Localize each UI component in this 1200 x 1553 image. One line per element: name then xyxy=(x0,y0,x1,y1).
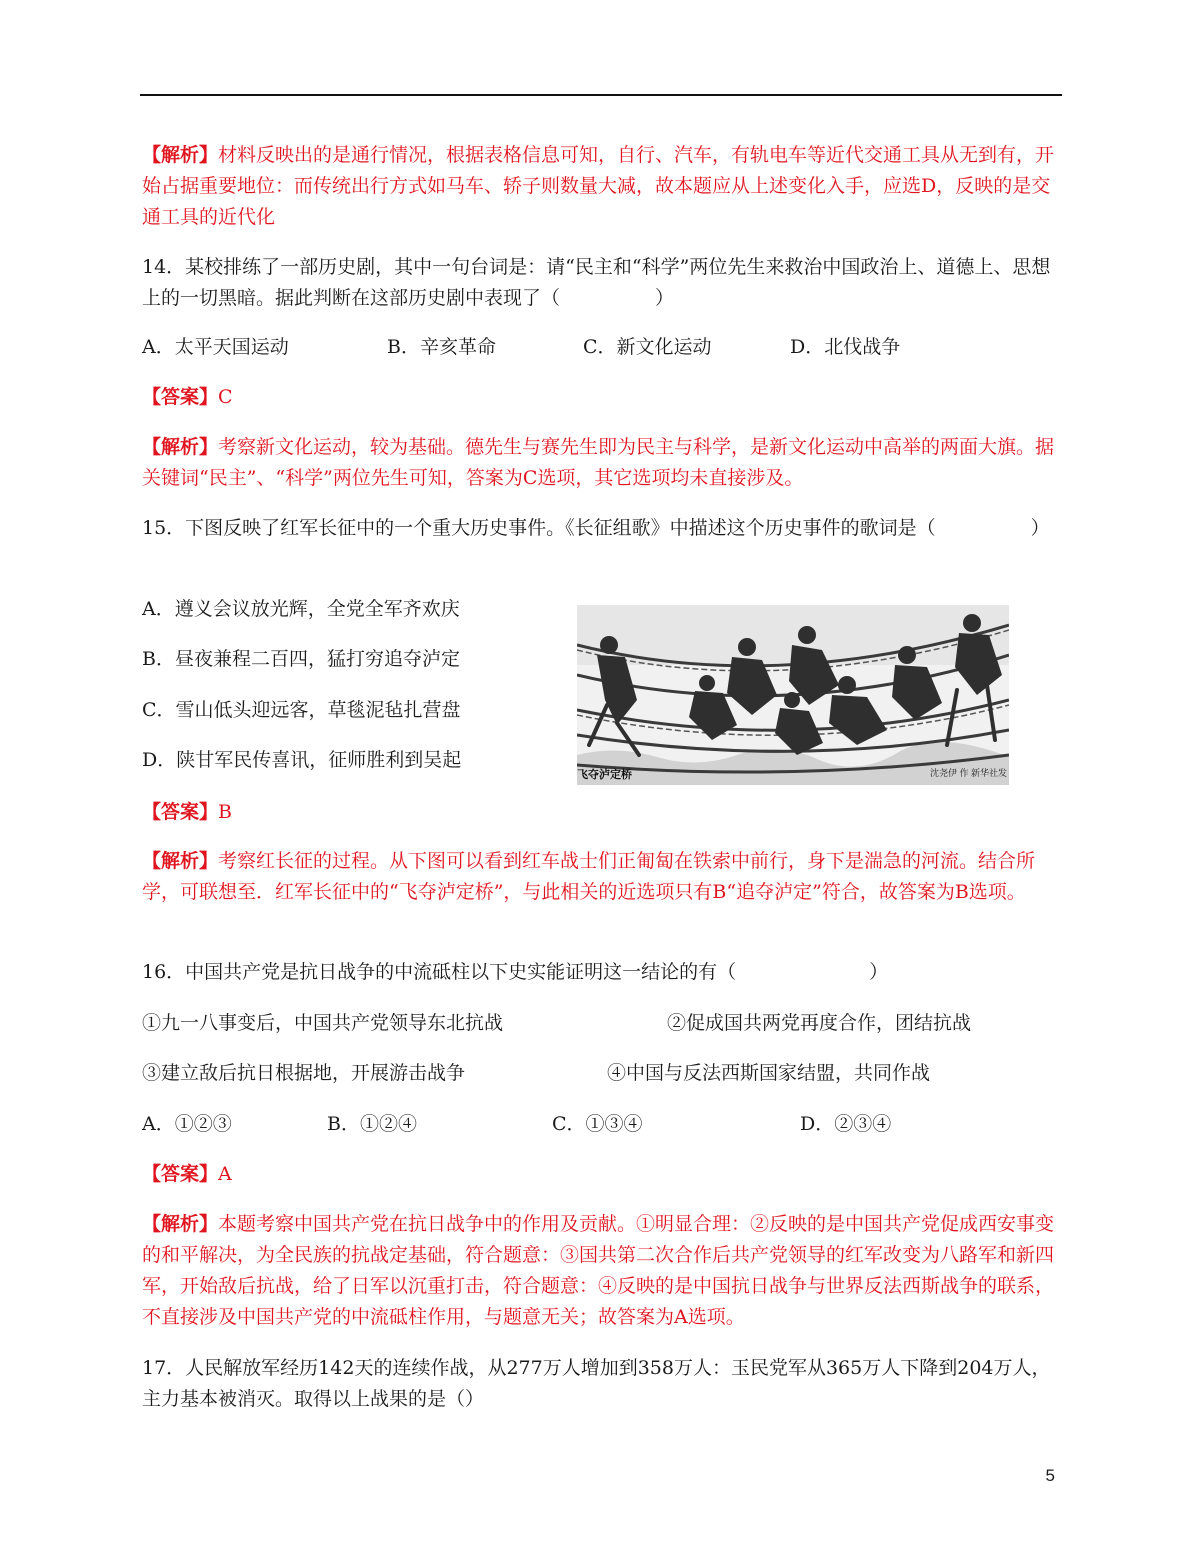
page-number: 5 xyxy=(1045,1466,1055,1485)
q14-option-c: C．新文化运动 xyxy=(583,336,712,358)
q16-statement-2: ②促成国共两党再度合作，团结抗战 xyxy=(667,1012,972,1034)
q16-analysis xyxy=(142,1209,1057,1333)
q14-option-d: D．北伐战争 xyxy=(790,336,901,358)
analysis-tag: 【解析】 xyxy=(142,144,219,166)
q16-option-b: B．①②④ xyxy=(327,1113,417,1135)
q15-option-d: D．陕甘军民传喜讯，征师胜利到吴起 xyxy=(142,749,462,771)
q14-stem: 14．某校排练了一部历史剧，其中一句台词是：请“民主和“科学”两位先生来救治中国政治上、道德上、思想上的一切黑暗。据此判断在这部历史剧中表现了（ ） xyxy=(142,256,1051,309)
q15-analysis xyxy=(142,846,1057,908)
q15-option-c: C．雪山低头迎远客，草毯泥毡扎营盘 xyxy=(142,699,461,721)
q16-statement-3: ③建立敌后抗日根据地，开展游击战争 xyxy=(142,1062,466,1084)
analysis-tag: 【解析】 xyxy=(142,436,219,458)
q15-stem: 15．下图反映了红军长征中的一个重大历史事件。《长征组歌》中描述这个历史事件的歌词是（ ） xyxy=(142,517,1050,539)
q14-option-a: A．太平天国运动 xyxy=(142,336,289,358)
analysis-text: 本题考察中国共产党在抗日战争中的作用及贡献。①明显合理：②反映的是中国共产党促成西安事变的和平解决，为全民族的抗战定基础，符合题意：③国共第二次合作后共产党领导的红军改变为八路军和新四军，开始敌后抗战，给了日军以沉重打击，符合题意：④反映的是中国抗日战争与世界反法西斯战争的联系，不直接涉及中国共产党的中流砥柱作用，与题意无关；故答案为A选项。 xyxy=(142,1213,1055,1328)
answer-tag: 【答案】 xyxy=(142,1163,219,1185)
q14-analysis xyxy=(142,432,1057,494)
q16-option-a: A．①②③ xyxy=(142,1113,232,1135)
q16-statement-4: ④中国与反法西斯国家结盟，共同作战 xyxy=(607,1062,931,1084)
q14-answer xyxy=(142,382,1057,413)
header-rule xyxy=(140,94,1062,96)
q15-option-b: B．昼夜兼程二百四，猛打穷追夺泸定 xyxy=(142,648,460,670)
answer-tag: 【答案】 xyxy=(142,801,219,823)
q14-option-b: B．辛亥革命 xyxy=(387,336,496,358)
q13-analysis xyxy=(142,140,1057,233)
answer-tag: 【答案】 xyxy=(142,386,219,408)
q15-answer xyxy=(142,797,1057,828)
q16-stem: 16．中国共产党是抗日战争的中流砥柱以下史实能证明这一结论的有（ ） xyxy=(142,961,889,983)
q16-option-d: D．②③④ xyxy=(800,1113,892,1135)
answer-value: C xyxy=(218,386,233,408)
answer-value: B xyxy=(218,801,232,823)
image-credit: 沈尧伊 作 新华社发 xyxy=(930,768,1008,778)
analysis-tag: 【解析】 xyxy=(142,850,219,872)
analysis-text: 考察新文化运动，较为基础。德先生与赛先生即为民主与科学，是新文化运动中高举的两面大旗。据关键词“民主”、“科学”两位先生可知，答案为C选项，其它选项均未直接涉及。 xyxy=(142,436,1055,489)
image-caption: 飞夺泸定桥 xyxy=(577,769,632,781)
q16-statement-1: ①九一八事变后，中国共产党领导东北抗战 xyxy=(142,1012,504,1034)
q16-option-c: C．①③④ xyxy=(552,1113,643,1135)
analysis-text: 材料反映出的是通行情况，根据表格信息可知，自行、汽车，有轨电车等近代交通工具从无到有，开始占据重要地位：而传统出行方式如马车、轿子则数量大减，故本题应从上述变化入手，应选D，反映的是交通工具的近代化 xyxy=(142,144,1055,228)
analysis-tag: 【解析】 xyxy=(142,1213,219,1235)
q17-stem: 17．人民解放军经历142天的连续作战，从277万人增加到358万人：玉民党军从365万人下降到204万人，主力基本被消灭。取得以上战果的是（） xyxy=(142,1357,1051,1410)
q16-answer xyxy=(142,1159,1057,1190)
answer-value: A xyxy=(218,1163,232,1185)
long-march-illustration xyxy=(577,605,1009,785)
q15-option-a: A．遵义会议放光辉，全党全军齐欢庆 xyxy=(142,598,460,620)
analysis-text: 考察红长征的过程。从下图可以看到红车战士们正匍匐在铁索中前行，身下是湍急的河流。结合所学，可联想至．红军长征中的“飞夺泸定桥”，与此相关的近选项只有B“追夺泸定”符合，故答案为B选项。 xyxy=(142,850,1036,903)
bridge-drawing xyxy=(577,605,1009,785)
